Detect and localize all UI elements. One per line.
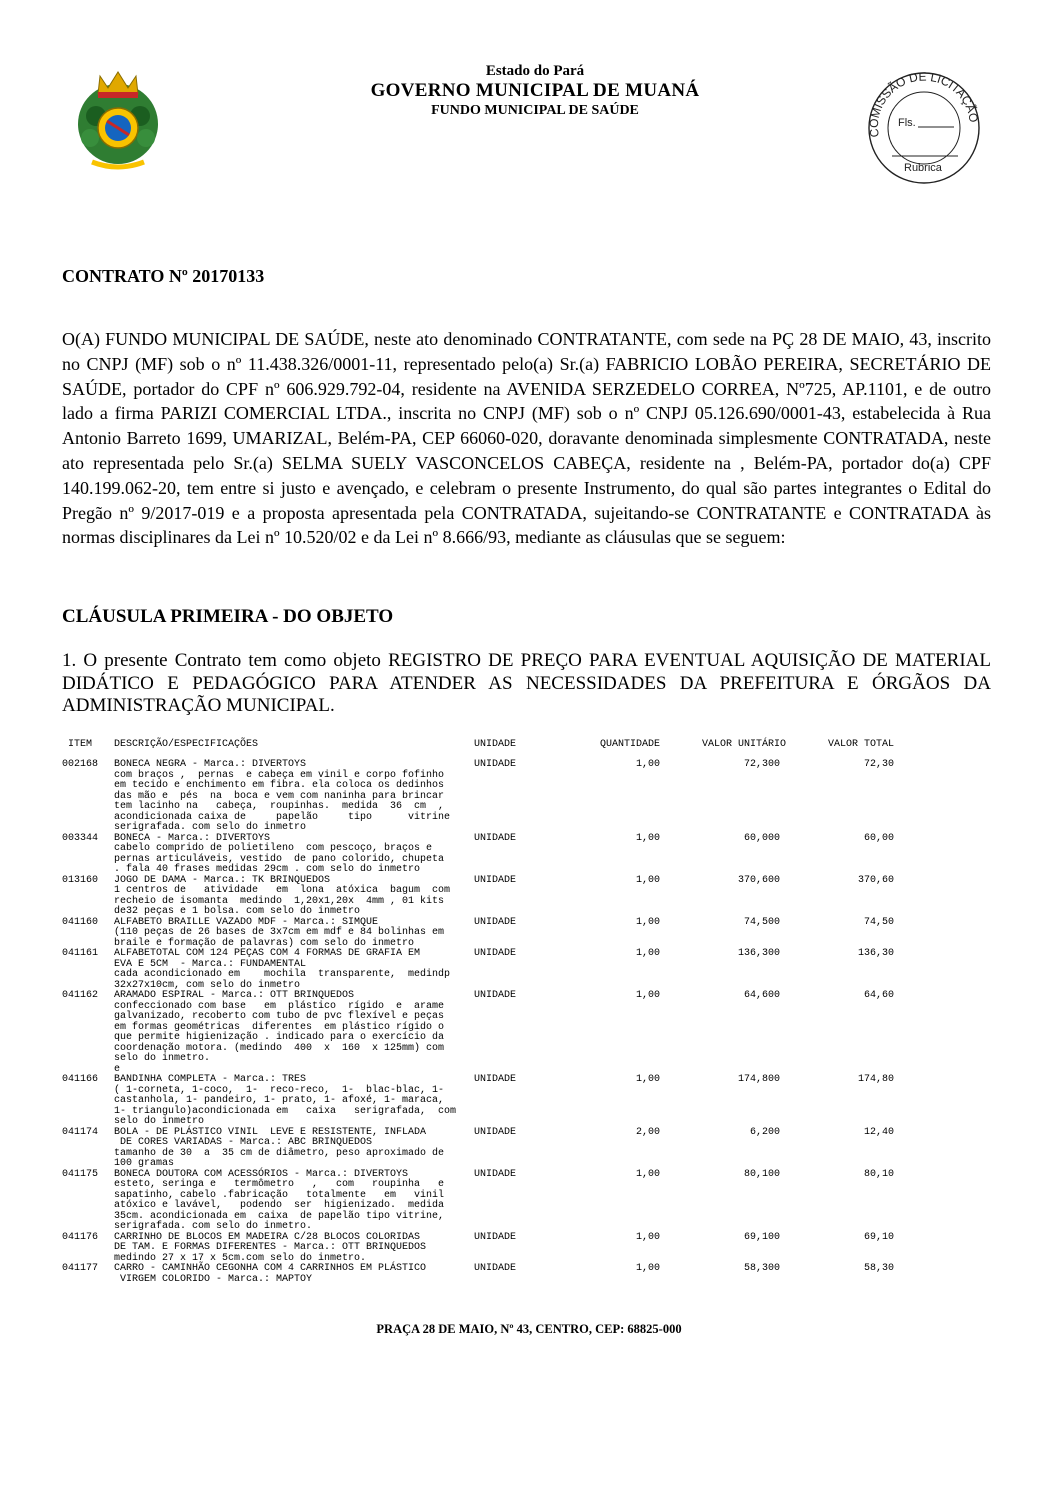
stamp-arc-text: COMISSÃO DE LICITAÇÃO (866, 70, 981, 139)
stamp-fls-label: Fls. (898, 117, 916, 129)
item-unit: UNIDADE (474, 990, 517, 1001)
table-row (62, 1264, 962, 1285)
header-item: ITEM (68, 739, 93, 750)
description-line: BONECA - Marca.: DIVERTOYS (114, 832, 271, 844)
description-line: recheio de isomanta medindo 1,20x1,20x 4mm , 01 kits (114, 895, 445, 907)
description-line: (110 peças de 26 bases de 3x7cm em mdf e 84 bolinhas em (114, 927, 445, 938)
description-line: galvanizado, recoberto com tubo de pvc flexível e peças (114, 1011, 445, 1022)
item-total-value: 80,10 (863, 1168, 894, 1180)
header-unit: UNIDADE (474, 739, 517, 750)
description-line: BONECA DOUTORA COM ACESSÓRIOS - Marca.: DIVERTOYS (114, 1168, 409, 1180)
item-quantity: 1,00 (635, 1074, 660, 1085)
item-quantity: 1,00 (635, 1231, 660, 1243)
description-line: 35cm. acondicionada em caixa de papelão tipo vitrine, (114, 1210, 445, 1222)
description-line: coordenação motora. (medindo 400 x 160 x 125mm) com (114, 1042, 445, 1054)
table-row (62, 1075, 962, 1128)
header-quantity: QUANTIDADE (599, 739, 660, 750)
item-code: 041176 (62, 1231, 99, 1243)
item-quantity: 2,00 (635, 1126, 660, 1138)
table-row (62, 834, 962, 876)
item-quantity: 1,00 (635, 759, 660, 770)
item-description (114, 1128, 486, 1170)
item-total-value: 64,60 (863, 990, 894, 1001)
item-description (114, 834, 486, 876)
description-line: acondicionada caixa de papelão tipo vitrine (114, 811, 451, 823)
item-unit-value: 370,600 (737, 874, 780, 886)
description-line: em tecido e enchimento em fibra. ela coloca os dedinhos (114, 780, 445, 791)
item-code: 003344 (62, 832, 99, 844)
item-unit-value: 64,600 (743, 990, 780, 1001)
header-total-value: VALOR TOTAL (827, 739, 894, 750)
licitation-stamp (866, 70, 982, 186)
description-line: esteto, seringa e termômetro , com roupinha e (114, 1179, 445, 1190)
item-unit: UNIDADE (474, 874, 517, 886)
description-line: em formas geométricas diferentes em plástico rígido o (114, 1021, 445, 1033)
description-line: CARRINHO DE BLOCOS EM MADEIRA C/28 BLOCOS COLORIDAS (114, 1231, 421, 1243)
table-header (62, 740, 962, 760)
description-line: tem lacinho na cabeça, roupinhas. medida 36 cm , (114, 801, 445, 812)
item-description (114, 1170, 486, 1233)
description-line: atóxico e lavável, podendo ser higienizado. medida (114, 1200, 445, 1211)
table-row (62, 918, 962, 950)
items-table (62, 740, 962, 1285)
item-unit: UNIDADE (474, 1074, 517, 1085)
item-description (114, 991, 486, 1075)
item-unit-value: 69,100 (743, 1231, 780, 1243)
item-unit: UNIDADE (474, 916, 517, 928)
item-unit-value: 174,800 (737, 1074, 780, 1085)
item-unit-value: 58,300 (743, 1263, 780, 1274)
item-description (114, 949, 486, 991)
item-unit: UNIDADE (474, 948, 517, 959)
table-row (62, 1233, 962, 1265)
item-unit: UNIDADE (474, 759, 517, 770)
item-total-value: 69,10 (863, 1231, 894, 1243)
government-name: GOVERNO MUNICIPAL DE MUANÁ (370, 80, 700, 101)
description-line: DE CORES VARIADAS - Marca.: ABC BRINQUEDOS (114, 1137, 373, 1148)
item-quantity: 1,00 (635, 916, 660, 928)
item-code: 041174 (62, 1126, 99, 1138)
state-name: Estado do Pará (485, 63, 585, 79)
table-row (62, 1128, 962, 1170)
description-line: 1 centros de atividade em lona atóxica bagum com (114, 885, 451, 896)
stamp-rubrica-label: Rubrica (904, 162, 942, 174)
item-total-value: 136,30 (857, 948, 894, 959)
svg-text:COMISSÃO DE LICITAÇÃO (867, 70, 981, 138)
table-row (62, 949, 962, 991)
item-quantity: 1,00 (635, 1168, 660, 1180)
table-row (62, 760, 962, 834)
description-line: e (114, 1063, 121, 1075)
item-unit-value: 136,300 (737, 948, 780, 959)
item-total-value: 370,60 (857, 874, 894, 886)
description-line: BANDINHA COMPLETA - Marca.: TRES (114, 1074, 307, 1085)
item-code: 041175 (62, 1168, 99, 1180)
description-line: ( 1-corneta, 1-coco, 1- reco-reco, 1- blac-blac, 1- (114, 1084, 445, 1096)
contract-intro: O(A) FUNDO MUNICIPAL DE SAÚDE, neste ato denominado CONTRATANTE, com sede na PÇ 28 DE MAIO, 43, inscrito no CNPJ (MF) sob o nº 11.438.326/0001-11, representado pelo(a) Sr.(a) FABRICIO LOBÃO PEREIRA, SECRETÁRIO DE SAÚDE, portador do CPF nº 606.929.792-04, residente na AVENIDA SERZEDELO CORREA, Nº725, AP.1101, e de outro lado a firma PARIZI COMERCIAL LTDA., inscrita no CNPJ (MF) sob o nº CNPJ 05.126.690/0001-43, estabelecida à Rua Antonio Barreto 1699, UMARIZAL, Belém-PA, CEP 66060-020, doravante denominada simplesmente CONTRATADA, neste ato representada pelo Sr.(a) SELMA SUELY VASCONCELOS CABEÇA, residente na , Belém-PA, portador do(a) CPF 140.199.062-20, tem entre si justo e avençado, e celebram o presente Instrumento, do qual são partes integrantes o Edital do Pregão nº 9/2017-019 e a proposta apresentada pela CONTRATADA, sujeitando-se CONTRATANTE e CONTRATADA às normas disciplinares da Lei nº 10.520/02 e da Lei nº 8.666/93, mediante as cláusulas que se seguem: (62, 329, 991, 548)
description-line: EVA E 5CM - Marca.: FUNDAMENTAL (114, 958, 307, 970)
description-line: braile e formação de palavras) com selo do inmetro (114, 937, 415, 949)
description-line: que permite higienização . indicado para o exercício da (114, 1032, 445, 1043)
item-code: 041162 (62, 990, 99, 1001)
item-unit: UNIDADE (474, 1126, 517, 1138)
coat-of-arms-logo (62, 66, 174, 178)
description-line: . fala 40 frases medidas 29cm . com selo do inmetro (114, 864, 421, 875)
description-line: ALFABETO BRAILLE VAZADO MDF - Marca.: SIMQUE (114, 916, 379, 928)
item-code: 041160 (62, 916, 99, 928)
item-description (114, 1233, 486, 1265)
item-description (114, 760, 486, 834)
item-total-value: 72,30 (863, 759, 894, 770)
description-line: tamanho de 30 a 35 cm de diâmetro, peso aproximado de (114, 1147, 445, 1159)
item-unit: UNIDADE (474, 832, 517, 844)
clause-title: CLÁUSULA PRIMEIRA - DO OBJETO (62, 606, 394, 627)
description-line: das mão e pés na boca e vem com naninha para brincar (114, 790, 445, 802)
item-total-value: 74,50 (863, 916, 894, 928)
description-line: ARAMADO ESPIRAL - Marca.: OTT BRINQUEDOS (114, 990, 355, 1001)
item-code: 041166 (62, 1074, 99, 1085)
letterhead (250, 62, 820, 120)
item-description (114, 1264, 486, 1285)
table-body (62, 760, 962, 1285)
item-code: 041161 (62, 948, 99, 959)
fund-name: FUNDO MUNICIPAL DE SAÚDE (431, 103, 639, 118)
item-quantity: 1,00 (635, 948, 660, 959)
item-code: 013160 (62, 874, 99, 886)
table-row (62, 991, 962, 1075)
table-row (62, 1170, 962, 1233)
description-line: 1- triangulo)acondicionada em caixa serigrafada, com (114, 1105, 457, 1117)
description-line: serigrafada. com selo do inmetro. (114, 1221, 313, 1232)
description-line: DE TAM. E FORMAS DIFERENTES - Marca.: OTT BRINQUEDOS (114, 1242, 427, 1253)
table-row (62, 876, 962, 918)
description-line: selo do inmetro (114, 1116, 205, 1127)
item-total-value: 12,40 (863, 1126, 894, 1138)
description-line: JOGO DE DAMA - Marca.: TK BRINQUEDOS (114, 874, 331, 886)
footer-address: PRAÇA 28 DE MAIO, Nº 43, CENTRO, CEP: 68825-000 (376, 1322, 682, 1336)
description-line: selo do inmetro. (114, 1053, 211, 1064)
item-description (114, 1075, 486, 1128)
item-unit-value: 60,000 (743, 832, 780, 844)
item-total-value: 174,80 (857, 1074, 894, 1085)
item-code: 041177 (62, 1263, 99, 1274)
item-quantity: 1,00 (635, 1263, 660, 1274)
description-line: 100 gramas (114, 1158, 175, 1169)
description-line: pernas articuláveis, vestido de pano colorido, chupeta (114, 853, 445, 865)
item-code: 002168 (62, 759, 99, 770)
item-total-value: 58,30 (863, 1263, 894, 1274)
description-line: CARRO - CAMINHÃO CEGONHA COM 4 CARRINHOS EM PLÁSTICO (114, 1263, 427, 1274)
item-unit-value: 72,300 (743, 759, 780, 770)
item-total-value: 60,00 (863, 832, 894, 844)
header-description: DESCRIÇÃO/ESPECIFICAÇÕES (114, 739, 259, 750)
description-line: BOLA - DE PLÁSTICO VINIL LEVE E RESISTENTE, INFLADA (114, 1126, 427, 1138)
item-unit-value: 6,200 (749, 1126, 780, 1138)
item-description (114, 876, 486, 918)
description-line: cabelo comprido de polietileno com pescoço, braços e (114, 843, 433, 854)
contract-title: CONTRATO Nº 20170133 (62, 266, 265, 286)
item-unit-value: 74,500 (743, 916, 780, 928)
description-line: cada acondicionado em mochila transparente, medindp (114, 969, 451, 980)
description-line: com braços , pernas e cabeça em vinil e corpo fofinho (114, 769, 445, 781)
item-unit: UNIDADE (474, 1263, 517, 1274)
description-line: ALFABETOTAL COM 124 PEÇAS COM 4 FORMAS DE GRAFIA EM (114, 948, 421, 959)
description-line: medindo 27 x 17 x 5cm.com selo do inmetro. (114, 1252, 367, 1264)
description-line: VIRGEM COLORIDO - Marca.: MAPTOY (114, 1273, 313, 1285)
item-quantity: 1,00 (635, 874, 660, 886)
description-line: serigrafada. com selo do inmetro (114, 822, 307, 833)
description-line: confeccionado com base em plástico rígido e arame (114, 1000, 445, 1012)
item-unit: UNIDADE (474, 1168, 517, 1180)
item-quantity: 1,00 (635, 832, 660, 844)
description-line: de32 peças e 1 bolsa. com selo do inmetro (114, 906, 361, 917)
description-line: sapatinho, cabelo .fabricação totalmente em vinil (114, 1189, 445, 1201)
item-unit-value: 80,100 (743, 1168, 780, 1180)
item-unit: UNIDADE (474, 1231, 517, 1243)
description-line: castanhola, 1- pandeiro, 1- prato, 1- afoxé, 1- maraca, (114, 1095, 445, 1106)
item-quantity: 1,00 (635, 990, 660, 1001)
header-unit-value: VALOR UNITÁRIO (702, 739, 787, 750)
item-description (114, 918, 486, 950)
description-line: 32x27x10cm, com selo do inmetro (114, 979, 301, 991)
description-line: BONECA NEGRA - Marca.: DIVERTOYS (114, 759, 307, 770)
object-text: 1. O presente Contrato tem como objeto REGISTRO DE PREÇO PARA EVENTUAL AQUISIÇÃO DE MATERIAL DIDÁTICO E PEDAGÓGICO PARA ATENDER AS NECESSIDADES DA PREFEITURA E ÓRGÃOS DA ADMINISTRAÇÃO MUNICIPAL. (62, 650, 991, 716)
